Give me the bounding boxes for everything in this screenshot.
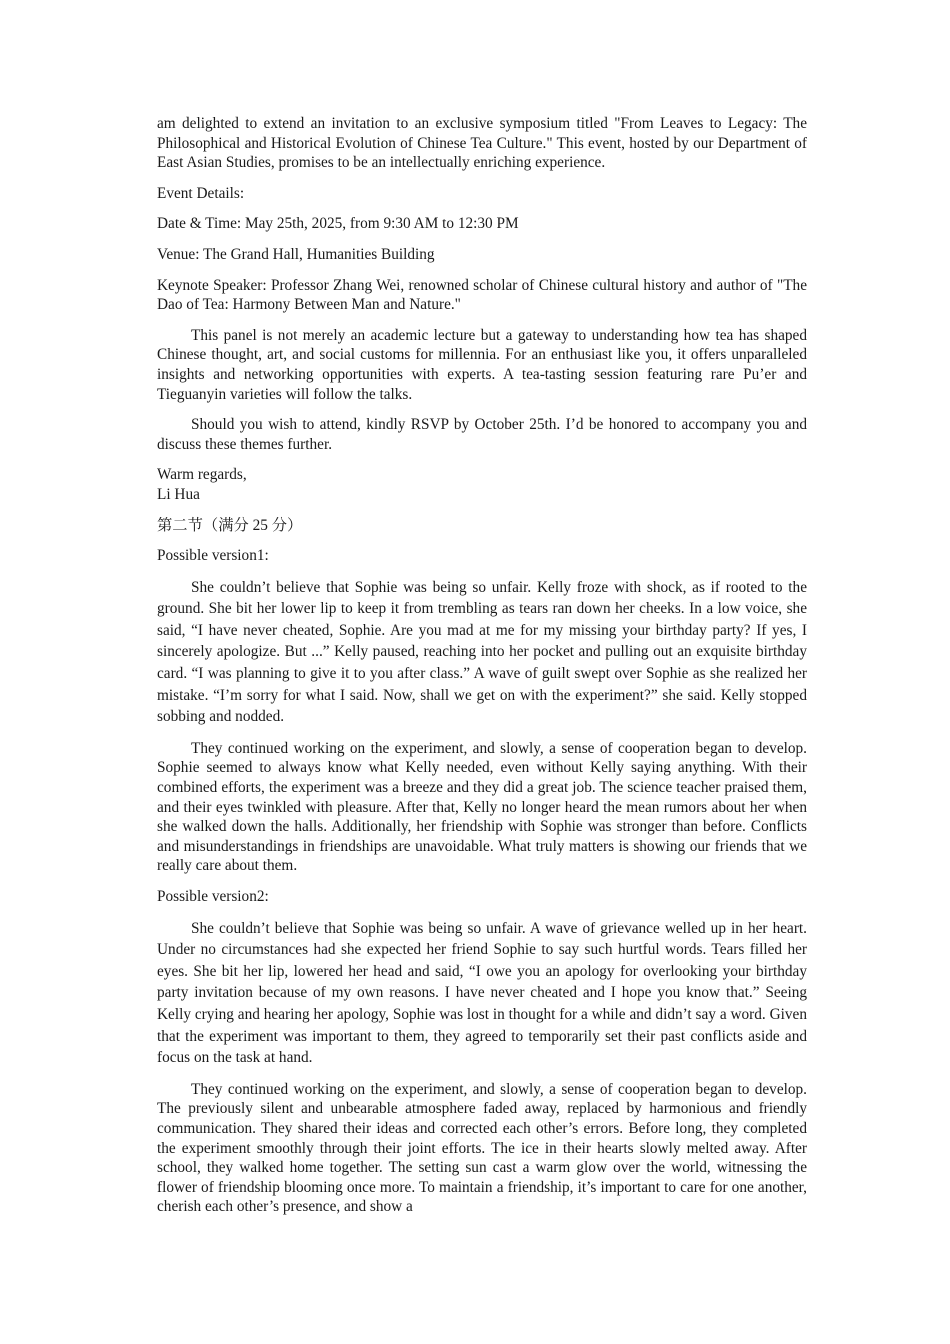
version1-label: Possible version1:	[157, 547, 269, 565]
version1-paragraph-1: She couldn’t believe that Sophie was being so unfair. Kelly froze with shock, as if rooted to the ground. She bit her lower lip to keep it from trembling as tears ran down her cheeks. In a low voice, she said, “I have never cheated, Sophie. Are you mad at me for my missing your birthday party? If yes, I sincerely apologize. But ...” Kelly paused, reaching into her pocket and pulling out an exquisite birthday card. “I was planning to give it to you after class.” A wave of guilt swept over Sophie as she realized her mistake. “I’m sorry for what I said. Now, shall we get on with the experiment?” she said. Kelly stopped sobbing and nodded.	[157, 578, 807, 726]
document-page	[157, 114, 807, 1228]
version2-paragraph-2: They continued working on the experiment, and slowly, a sense of cooperation began to develop. The previously silent and unbearable atmosphere faded away, replaced by harmonious and friendly communication. They shared their ideas and corrected each other’s errors. Before long, they completed the experiment smoothly through their joint efforts. The ice in their hearts slowly melted away. After school, they walked home together. The setting sun cast a warm glow over the world, witnessing the flower of friendship blooming once more. To maintain a friendship, it’s important to care for one another, cherish each other’s presence, and show a	[157, 1080, 807, 1216]
event-keynote: Keynote Speaker: Professor Zhang Wei, renowned scholar of Chinese cultural history and author of "The Dao of Tea: Harmony Between Man and Nature."	[157, 276, 807, 314]
version2-paragraph-1: She couldn’t believe that Sophie was being so unfair. A wave of grievance welled up in her heart. Under no circumstances had she expected her friend Sophie to say such hurtful words. Tears filled her eyes. She bit her lip, lowered her head and said, “I owe you an apology for overlooking your birthday party invitation because of my own reasons. I have never cheated and I hope you know that.” Seeing Kelly crying and hearing her apology, Sophie was lost in thought for a while and didn’t say a word. Given that the experiment was important to them, they agreed to temporarily set their past conflicts aside and focus on the task at hand.	[157, 919, 807, 1067]
letter-body-1: This panel is not merely an academic lecture but a gateway to understanding how tea has shaped Chinese thought, art, and social customs for millennia. For an enthusiast like you, it offers unparalleled insights and networking opportunities with experts. A tea-tasting session featuring rare Pu’er and Tieguanyin varieties will follow the talks.	[157, 326, 807, 403]
closing-phrase: Warm regards,	[157, 466, 247, 484]
event-date-time: Date & Time: May 25th, 2025, from 9:30 AM to 12:30 PM	[157, 215, 519, 233]
letter-intro: am delighted to extend an invitation to an exclusive symposium titled "From Leaves to Legacy: The Philosophical and Historical Evolution of Chinese Tea Culture." This event, hosted by our Department of East Asian Studies, promises to be an intellectually enriching experience.	[157, 115, 807, 172]
section-heading: 第二节（满分 25 分）	[157, 516, 303, 534]
letter-closing	[157, 465, 807, 504]
version2-label: Possible version2:	[157, 888, 269, 905]
signature: Li Hua	[157, 485, 200, 503]
version1-paragraph-2: They continued working on the experiment, and slowly, a sense of cooperation began to develop. Sophie seemed to always know what Kelly needed, even without Kelly saying anything. With their combined efforts, the experiment was a breeze and they did a great job. The science teacher praised them, and their eyes twinkled with pleasure. After that, Kelly no longer heard the mean rumors about her when she walked down the halls. Additionally, her friendship with Sophie was stronger than before. Conflicts and misunderstandings in friendships are unavoidable. What truly matters is showing our friends that we really care about them.	[157, 739, 807, 875]
event-details-heading: Event Details:	[157, 184, 245, 202]
event-venue: Venue: The Grand Hall, Humanities Building	[157, 245, 435, 263]
letter-body-2: Should you wish to attend, kindly RSVP by October 25th. I’d be honored to accompany you and discuss these themes further.	[157, 416, 807, 453]
